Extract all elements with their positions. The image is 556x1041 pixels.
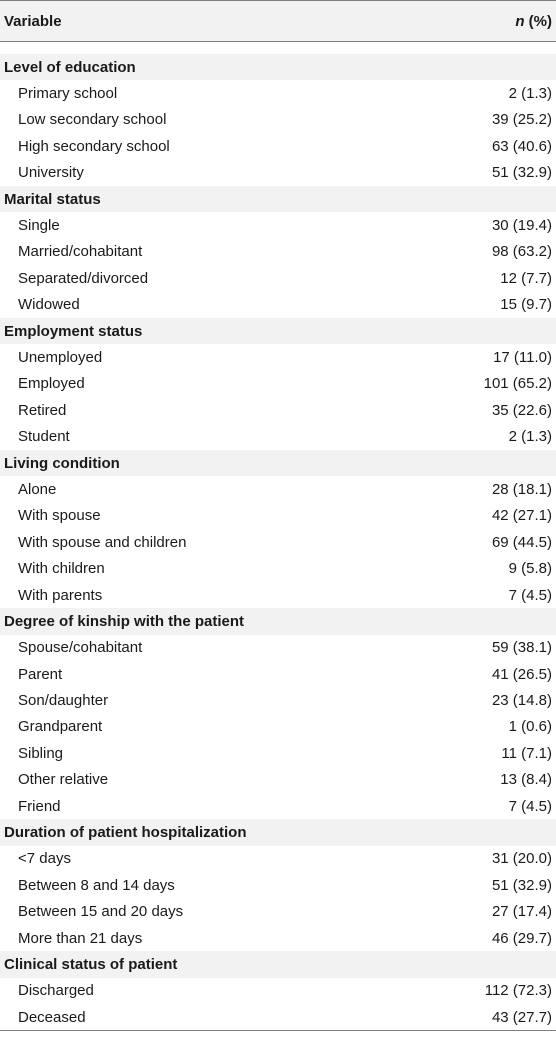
group-heading: Degree of kinship with the patient xyxy=(4,612,245,630)
row-label: With spouse xyxy=(18,507,101,525)
row-value: 28 (18.1) xyxy=(491,480,552,498)
table-row xyxy=(0,978,556,1004)
table-row xyxy=(0,846,556,872)
table-row xyxy=(0,661,556,687)
row-label: Low secondary school xyxy=(18,111,167,129)
row-label: Parent xyxy=(18,665,63,683)
row-label: More than 21 days xyxy=(18,929,143,947)
table-row xyxy=(0,635,556,661)
table-row xyxy=(0,423,556,449)
row-value: 39 (25.2) xyxy=(491,111,552,129)
table-row xyxy=(0,899,556,925)
row-label: University xyxy=(18,164,84,182)
table-row xyxy=(0,212,556,238)
row-value: 31 (20.0) xyxy=(491,850,552,868)
row-label: Single xyxy=(18,217,60,235)
row-label: Sibling xyxy=(18,744,64,762)
row-label: Friend xyxy=(18,797,61,815)
row-value: 15 (9.7) xyxy=(500,296,552,314)
row-label: High secondary school xyxy=(18,137,170,155)
table-row xyxy=(0,80,556,106)
group-heading-row xyxy=(0,951,556,977)
group-heading-row xyxy=(0,318,556,344)
row-label: Grandparent xyxy=(18,718,103,736)
table-row xyxy=(0,687,556,713)
row-label: Student xyxy=(18,428,70,446)
row-value: 59 (38.1) xyxy=(491,639,552,657)
row-label: Deceased xyxy=(18,1008,86,1026)
row-value: 17 (11.0) xyxy=(493,348,552,366)
row-label: Spouse/cohabitant xyxy=(18,639,143,657)
row-value: 2 (1.3) xyxy=(508,428,552,446)
table-row xyxy=(0,740,556,766)
table-row xyxy=(0,107,556,133)
row-label: Unemployed xyxy=(18,348,103,366)
table-row xyxy=(0,1004,556,1030)
row-value: 63 (40.6) xyxy=(491,137,552,155)
row-value: 27 (17.4) xyxy=(491,903,552,921)
row-value: 46 (29.7) xyxy=(491,929,552,947)
row-value: 7 (4.5) xyxy=(508,797,552,815)
table-row xyxy=(0,476,556,502)
row-value: 112 (72.3) xyxy=(484,982,552,1000)
row-label: Primary school xyxy=(18,85,118,103)
row-value: 2 (1.3) xyxy=(508,85,552,103)
header-variable: Variable xyxy=(4,12,62,30)
row-value: 11 (7.1) xyxy=(501,744,552,762)
table-row xyxy=(0,714,556,740)
row-label: Retired xyxy=(18,401,67,419)
row-label: <7 days xyxy=(18,850,71,868)
table-row xyxy=(0,239,556,265)
group-heading: Duration of patient hospitalization xyxy=(4,824,247,842)
row-value: 35 (22.6) xyxy=(491,401,552,419)
table-row xyxy=(0,503,556,529)
table-row xyxy=(0,133,556,159)
table-row xyxy=(0,344,556,370)
table-row xyxy=(0,265,556,291)
table-row xyxy=(0,925,556,951)
header-n-percent xyxy=(515,13,556,30)
header-n: n xyxy=(515,12,525,30)
table-row xyxy=(0,872,556,898)
row-label: Married/cohabitant xyxy=(18,243,143,261)
group-heading-row xyxy=(0,54,556,80)
table-row xyxy=(0,555,556,581)
table-header xyxy=(0,0,556,42)
row-value: 101 (65.2) xyxy=(483,375,552,393)
group-heading: Clinical status of patient xyxy=(4,955,178,973)
row-value: 1 (0.6) xyxy=(508,718,552,736)
row-label: Alone xyxy=(18,480,57,498)
table-row xyxy=(0,292,556,318)
row-value: 13 (8.4) xyxy=(500,771,552,789)
row-value: 41 (26.5) xyxy=(491,665,552,683)
row-label: Son/daughter xyxy=(18,692,109,710)
group-heading: Living condition xyxy=(4,454,120,472)
group-heading: Marital status xyxy=(4,190,101,208)
row-value: 7 (4.5) xyxy=(508,586,552,604)
table-row xyxy=(0,529,556,555)
header-percent: (%) xyxy=(524,12,552,30)
row-label: With parents xyxy=(18,586,103,604)
table-row xyxy=(0,793,556,819)
row-value: 42 (27.1) xyxy=(491,507,552,525)
row-value: 23 (14.8) xyxy=(491,692,552,710)
group-heading: Employment status xyxy=(4,322,143,340)
table-body xyxy=(0,42,556,1031)
row-value: 30 (19.4) xyxy=(491,217,552,235)
group-heading-row xyxy=(0,819,556,845)
row-value: 51 (32.9) xyxy=(491,164,552,182)
table-row xyxy=(0,160,556,186)
group-heading: Level of education xyxy=(4,58,136,76)
row-label: Employed xyxy=(18,375,85,393)
row-value: 98 (63.2) xyxy=(491,243,552,261)
row-value: 12 (7.7) xyxy=(500,269,552,287)
row-value: 69 (44.5) xyxy=(491,533,552,551)
table-row xyxy=(0,767,556,793)
group-heading-row xyxy=(0,608,556,634)
row-value: 43 (27.7) xyxy=(491,1008,552,1026)
row-label: With spouse and children xyxy=(18,533,187,551)
row-label: Between 15 and 20 days xyxy=(18,903,184,921)
row-label: Between 8 and 14 days xyxy=(18,876,175,894)
group-heading-row xyxy=(0,186,556,212)
row-label: Separated/divorced xyxy=(18,269,149,287)
table-row xyxy=(0,582,556,608)
row-value: 9 (5.8) xyxy=(508,560,552,578)
row-label: With children xyxy=(18,560,105,578)
row-label: Widowed xyxy=(18,296,80,314)
row-label: Other relative xyxy=(18,771,109,789)
group-heading-row xyxy=(0,450,556,476)
row-value: 51 (32.9) xyxy=(491,876,552,894)
table-row xyxy=(0,397,556,423)
table-row xyxy=(0,371,556,397)
row-label: Discharged xyxy=(18,982,94,1000)
